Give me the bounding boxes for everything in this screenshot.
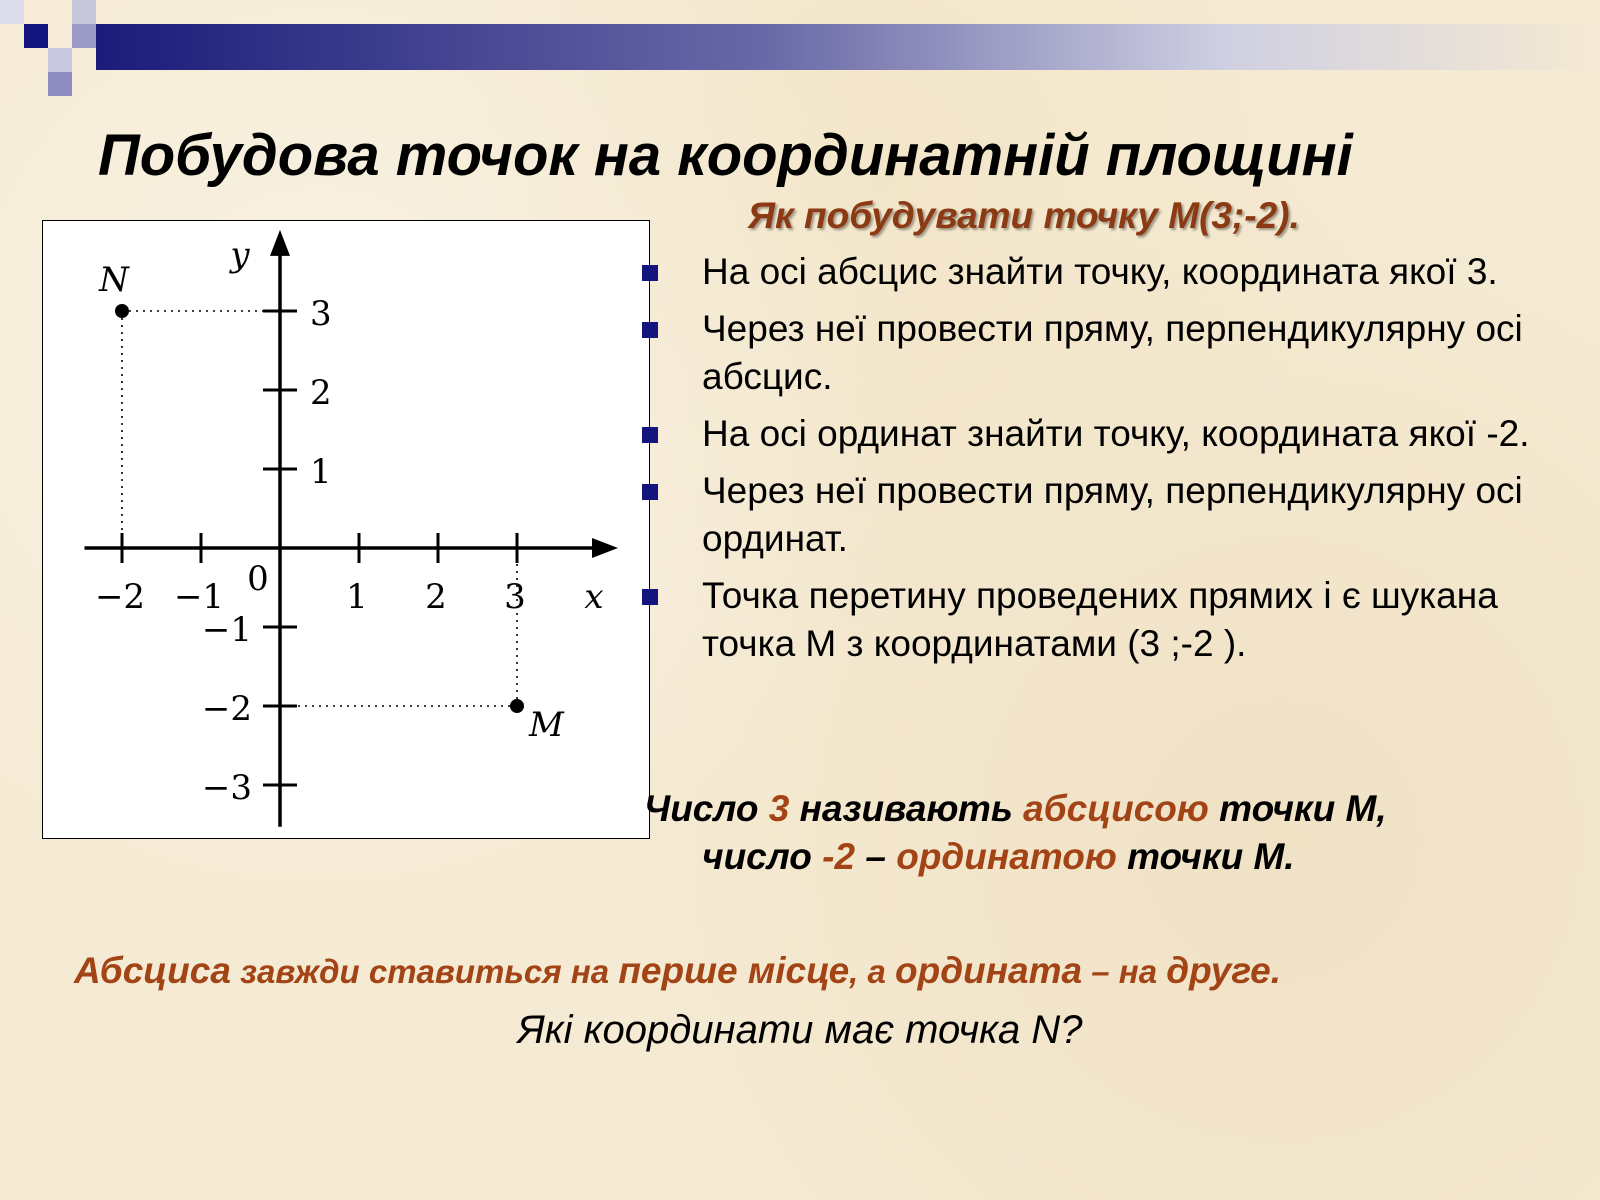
decor-square-2 — [24, 24, 48, 48]
y-axis-name: y — [230, 234, 250, 275]
rule-text: завжди ставиться на — [230, 953, 619, 990]
slide-subtitle: Як побудувати точку M(3;-2). — [748, 195, 1300, 236]
rule-abscissa: Абсциса — [74, 950, 231, 991]
y-tick-label: 2 — [310, 373, 332, 413]
y-tick-label: −3 — [201, 768, 252, 808]
coordinate-plane-svg — [43, 221, 651, 840]
origin-label: 0 — [247, 559, 269, 599]
point-label-n: N — [99, 260, 129, 300]
step-text: Через неї провести пряму, перпендикулярну осі ординат. — [702, 470, 1523, 559]
steps-list — [640, 248, 1570, 677]
y-tick-label: −1 — [201, 610, 252, 650]
note-text: називають — [789, 788, 1024, 829]
x-tick-label: −2 — [94, 577, 146, 617]
definition-note — [644, 785, 1387, 881]
x-tick-label: 1 — [346, 577, 368, 617]
list-item — [640, 572, 1570, 668]
rule-second: друге. — [1166, 950, 1282, 991]
note-text: точки М, — [1208, 788, 1387, 829]
list-item — [640, 467, 1570, 563]
rule-ordinate: ордината — [895, 950, 1083, 991]
x-axis-arrow-icon — [592, 538, 618, 558]
title-bar-decoration — [96, 24, 1600, 70]
step-text: Точка перетину проведених прямих і є шукана точка М з координатами (3 ;-2 ). — [702, 575, 1498, 664]
slide-title: Побудова точок на координатній площині — [98, 123, 1353, 188]
y-axis-arrow-icon — [270, 230, 290, 256]
note-text: число — [702, 836, 823, 877]
x-tick-label: 2 — [425, 577, 447, 617]
rule-text: – на — [1082, 953, 1167, 990]
note-line-2 — [644, 833, 1387, 881]
decor-square-3 — [72, 0, 96, 24]
note-ordinate-value: -2 — [822, 836, 856, 877]
bullet-icon — [642, 322, 658, 338]
step-text: Через неї провести пряму, перпендикулярну осі абсцис. — [702, 308, 1523, 397]
note-line-1 — [644, 788, 1387, 829]
decor-square-4 — [72, 24, 96, 48]
rule-text: , а — [849, 953, 896, 990]
x-tick-label: −1 — [173, 577, 225, 617]
y-tick-label: 1 — [310, 452, 332, 492]
y-tick-label: 3 — [310, 294, 332, 334]
decor-square-6 — [48, 72, 72, 96]
list-item — [640, 410, 1570, 458]
rule-first-place: перше місце — [618, 950, 850, 991]
note-abscissa-word: абсцисою — [1023, 788, 1209, 829]
decor-square-5 — [48, 48, 72, 72]
point-n — [115, 304, 129, 318]
point-label-m: M — [529, 705, 564, 745]
x-axis-name: x — [584, 577, 604, 617]
note-text: Число — [644, 788, 769, 829]
list-item — [640, 305, 1570, 401]
bullet-icon — [642, 265, 658, 281]
bullet-icon — [642, 427, 658, 443]
decor-square-1 — [0, 0, 24, 24]
note-abscissa-value: 3 — [768, 788, 790, 829]
note-text: – — [855, 836, 897, 877]
step-text: На осі абсцис знайти точку, координата якої 3. — [702, 251, 1498, 292]
order-rule — [74, 950, 1281, 992]
bullet-icon — [642, 484, 658, 500]
note-ordinate-word: ординатою — [896, 836, 1117, 877]
coordinate-plane-figure — [42, 220, 650, 839]
x-tick-label: 3 — [504, 577, 526, 617]
note-text: точки М. — [1116, 836, 1295, 877]
question-text: Які координати має точка N? — [517, 1008, 1083, 1052]
list-item — [640, 248, 1570, 296]
point-m — [510, 699, 524, 713]
y-tick-label: −2 — [201, 689, 252, 729]
bullet-icon — [642, 589, 658, 605]
step-text: На осі ординат знайти точку, координата якої -2. — [702, 413, 1530, 454]
